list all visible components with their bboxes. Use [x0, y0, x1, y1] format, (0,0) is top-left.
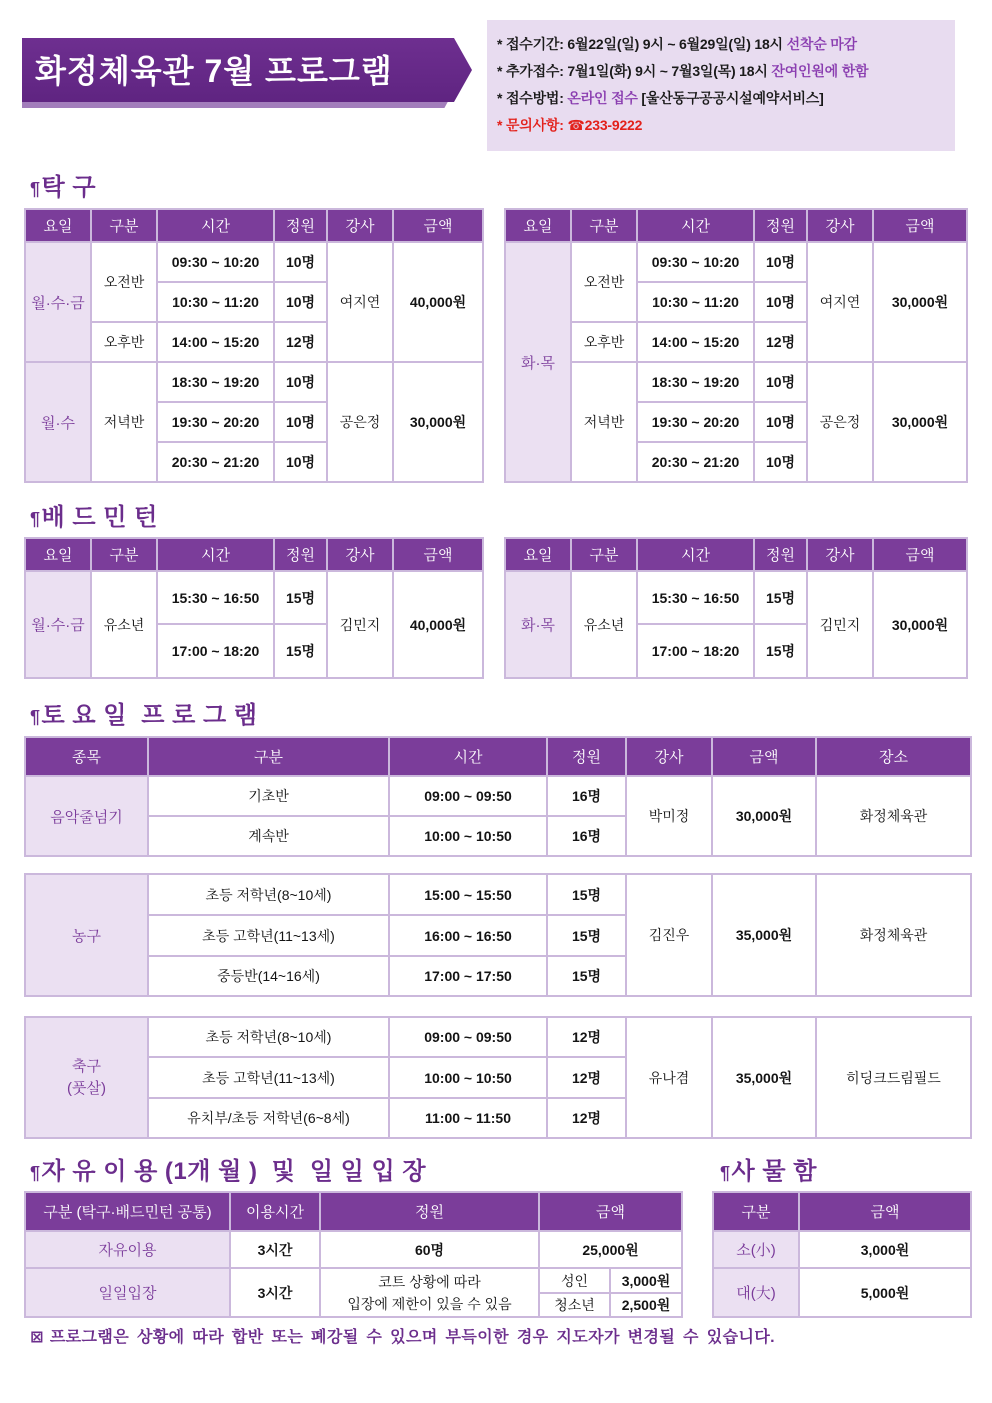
capacity-cell: 16명 — [547, 816, 626, 856]
col-time: 시간 — [637, 538, 754, 571]
capacity-note-line: 입장에 제한이 있을 수 있음 — [347, 1295, 512, 1312]
col-instructor: 강사 — [807, 209, 873, 242]
col-day: 요일 — [25, 538, 91, 571]
section-title-badminton — [30, 502, 158, 534]
class-cell: 오후반 — [91, 322, 157, 362]
time-cell: 17:00 ~ 17:50 — [389, 956, 547, 996]
fee-cell: 35,000원 — [712, 874, 816, 996]
capacity-cell: 60명 — [320, 1231, 539, 1268]
sport-cell: 음악줄넘기 — [25, 776, 148, 856]
notice-mark-icon: ⊠ — [30, 1329, 44, 1346]
capacity-cell: 15명 — [754, 624, 807, 678]
time-cell: 17:00 ~ 18:20 — [637, 624, 754, 678]
time-cell: 09:00 ~ 09:50 — [389, 776, 547, 816]
fee-cell: 3,000원 — [799, 1231, 971, 1268]
info-label: * 접수기간: — [497, 36, 564, 52]
day-cell: 화·목 — [505, 571, 571, 678]
table-row — [25, 874, 971, 915]
col-class: 구분 — [91, 209, 157, 242]
instructor-cell: 유나겸 — [626, 1017, 712, 1138]
col-sport: 종목 — [25, 737, 148, 776]
table-row — [25, 1268, 682, 1293]
hours-cell: 3시간 — [230, 1268, 320, 1317]
capacity-cell: 12명 — [754, 322, 807, 362]
capacity-cell: 10명 — [274, 402, 327, 442]
fee-cell: 35,000원 — [712, 1017, 816, 1138]
capacity-cell: 15명 — [547, 956, 626, 996]
section-mark: ¶ — [30, 707, 41, 727]
info-label: * 추가접수: — [497, 63, 564, 79]
time-cell: 19:30 ~ 20:20 — [637, 402, 754, 442]
capacity-cell: 10명 — [274, 362, 327, 402]
col-class: 구분 — [571, 209, 637, 242]
col-class: 구분 — [571, 538, 637, 571]
section-title-text: 사 물 함 — [731, 1158, 817, 1185]
capacity-cell: 10명 — [274, 442, 327, 482]
time-cell: 20:30 ~ 21:20 — [157, 442, 274, 482]
fee-cell: 2,500원 — [610, 1293, 682, 1317]
col-place: 장소 — [816, 737, 971, 776]
col-capacity: 정원 — [547, 737, 626, 776]
col-time: 시간 — [637, 209, 754, 242]
time-cell: 20:30 ~ 21:20 — [637, 442, 754, 482]
table-tennis-right-table — [504, 208, 968, 483]
time-cell: 11:00 ~ 11:50 — [389, 1098, 547, 1138]
capacity-cell: 10명 — [754, 282, 807, 322]
instructor-cell: 박미정 — [626, 776, 712, 856]
col-hours: 이용시간 — [230, 1192, 320, 1231]
col-fee: 금액 — [393, 538, 483, 571]
hours-cell: 3시간 — [230, 1231, 320, 1268]
capacity-cell: 10명 — [754, 242, 807, 282]
day-cell: 월·수·금 — [25, 242, 91, 362]
type-cell: 자유이용 — [25, 1231, 230, 1268]
table-header-row — [713, 1192, 971, 1231]
info-text: 6월22일(일) 9시 ~ 6월29일(일) 18시 — [567, 36, 783, 52]
fee-cell: 30,000원 — [393, 362, 483, 482]
capacity-cell: 15명 — [274, 624, 327, 678]
info-label: * 접수방법: — [497, 90, 564, 106]
saturday-jump-rope-table — [24, 736, 972, 857]
section-mark: ¶ — [720, 1163, 731, 1183]
class-cell: 저녁반 — [571, 362, 637, 482]
col-instructor: 강사 — [807, 538, 873, 571]
capacity-cell: 10명 — [754, 442, 807, 482]
capacity-cell: 12명 — [547, 1017, 626, 1057]
place-cell: 화정체육관 — [816, 874, 971, 996]
col-day: 요일 — [505, 538, 571, 571]
capacity-note-line: 코트 상황에 따라 — [378, 1273, 481, 1290]
footer-notice — [30, 1327, 775, 1349]
instructor-cell: 김민지 — [327, 571, 393, 678]
info-note: 온라인 접수 — [567, 90, 638, 106]
col-fee: 금액 — [873, 538, 967, 571]
fee-cell: 30,000원 — [873, 242, 967, 362]
capacity-cell: 15명 — [547, 915, 626, 956]
class-cell: 중등반(14~16세) — [148, 956, 389, 996]
sport-subname: (풋살) — [67, 1079, 106, 1097]
info-line-extra — [497, 58, 949, 85]
table-tennis-left-table — [24, 208, 484, 483]
col-fee: 금액 — [873, 209, 967, 242]
class-cell: 초등 저학년(8~10세) — [148, 874, 389, 915]
class-cell: 유소년 — [571, 571, 637, 678]
capacity-cell: 12명 — [547, 1098, 626, 1138]
class-cell: 유소년 — [91, 571, 157, 678]
section-title-text: 탁 구 — [41, 174, 97, 201]
place-cell: 화정체육관 — [816, 776, 971, 856]
col-capacity: 정원 — [274, 209, 327, 242]
day-cell: 월·수·금 — [25, 571, 91, 678]
time-cell: 10:00 ~ 10:50 — [389, 1057, 547, 1098]
section-title-saturday — [30, 700, 257, 732]
fee-cell: 30,000원 — [873, 362, 967, 482]
fee-cell: 40,000원 — [393, 242, 483, 362]
table-row — [25, 1017, 971, 1057]
day-cell: 화·목 — [505, 242, 571, 482]
table-row — [505, 571, 967, 624]
capacity-cell: 15명 — [754, 571, 807, 624]
table-row — [25, 571, 483, 624]
instructor-cell: 김민지 — [807, 571, 873, 678]
fee-cell: 30,000원 — [873, 571, 967, 678]
page-title: 화정체육관 7월 프로그램 — [35, 53, 393, 89]
time-cell: 15:00 ~ 15:50 — [389, 874, 547, 915]
fee-cell: 25,000원 — [539, 1231, 682, 1268]
section-title-table-tennis — [30, 172, 96, 204]
table-header-row — [25, 737, 971, 776]
title-banner — [22, 38, 472, 108]
free-use-table — [24, 1191, 683, 1318]
class-cell: 기초반 — [148, 776, 389, 816]
instructor-cell: 여지연 — [807, 242, 873, 362]
table-header-row — [505, 538, 967, 571]
time-cell: 18:30 ~ 19:20 — [637, 362, 754, 402]
section-mark: ¶ — [30, 509, 41, 529]
capacity-cell: 10명 — [274, 282, 327, 322]
badminton-right-table — [504, 537, 968, 679]
notice-text: 프로그램은 상황에 따라 합반 또는 폐강될 수 있으며 부득이한 경우 지도자가 변경될 수 있습니다. — [49, 1329, 776, 1346]
info-text: [울산동구공공시설예약서비스] — [641, 90, 824, 106]
time-cell: 15:30 ~ 16:50 — [637, 571, 754, 624]
col-time: 시간 — [389, 737, 547, 776]
table-row — [713, 1231, 971, 1268]
col-capacity: 정원 — [754, 209, 807, 242]
section-title-text: 토 요 일 프 로 그 램 — [41, 702, 258, 729]
section-mark: ¶ — [30, 179, 41, 199]
instructor-cell: 여지연 — [327, 242, 393, 362]
info-line-method — [497, 85, 949, 112]
capacity-cell: 10명 — [754, 402, 807, 442]
time-cell: 15:30 ~ 16:50 — [157, 571, 274, 624]
time-cell: 16:00 ~ 16:50 — [389, 915, 547, 956]
col-capacity: 정원 — [754, 538, 807, 571]
class-cell: 오후반 — [571, 322, 637, 362]
time-cell: 18:30 ~ 19:20 — [157, 362, 274, 402]
saturday-futsal-table — [24, 1016, 972, 1139]
capacity-cell: 15명 — [547, 874, 626, 915]
capacity-note-cell — [320, 1268, 539, 1317]
table-header-row — [25, 209, 483, 242]
class-cell: 저녁반 — [91, 362, 157, 482]
class-cell: 오전반 — [91, 242, 157, 322]
sport-cell: 농구 — [25, 874, 148, 996]
time-cell: 09:30 ~ 10:20 — [637, 242, 754, 282]
col-day: 요일 — [25, 209, 91, 242]
table-header-row — [25, 538, 483, 571]
col-size: 구분 — [713, 1192, 799, 1231]
instructor-cell: 공은정 — [807, 362, 873, 482]
info-line-contact — [497, 112, 949, 139]
col-fee: 금액 — [539, 1192, 682, 1231]
fee-cell: 5,000원 — [799, 1268, 971, 1317]
info-note: 선착순 마감 — [786, 36, 857, 52]
size-cell: 대(大) — [713, 1268, 799, 1317]
class-cell: 초등 고학년(11~13세) — [148, 915, 389, 956]
day-cell: 월·수 — [25, 362, 91, 482]
info-text: 7월1일(화) 9시 ~ 7월3일(목) 18시 — [567, 63, 768, 79]
capacity-cell: 15명 — [274, 571, 327, 624]
col-fee: 금액 — [393, 209, 483, 242]
col-instructor: 강사 — [327, 209, 393, 242]
size-cell: 소(小) — [713, 1231, 799, 1268]
fee-cell: 40,000원 — [393, 571, 483, 678]
capacity-cell: 16명 — [547, 776, 626, 816]
class-cell: 초등 고학년(11~13세) — [148, 1057, 389, 1098]
phone-icon: ☎ — [567, 117, 585, 133]
badminton-left-table — [24, 537, 484, 679]
fee-cell: 3,000원 — [610, 1268, 682, 1293]
place-cell: 히딩크드림필드 — [816, 1017, 971, 1138]
col-type: 구분 (탁구·배드민턴 공통) — [25, 1192, 230, 1231]
table-row — [505, 362, 967, 402]
registration-info-box — [487, 20, 955, 151]
capacity-cell: 12명 — [547, 1057, 626, 1098]
col-fee: 금액 — [799, 1192, 971, 1231]
info-line-period — [497, 31, 949, 58]
section-title-locker — [720, 1156, 817, 1188]
col-capacity: 정원 — [320, 1192, 539, 1231]
time-cell: 19:30 ~ 20:20 — [157, 402, 274, 442]
col-day: 요일 — [505, 209, 571, 242]
section-title-text: 자 유 이 용 (1개 월 ) 및 일 일 입 장 — [41, 1158, 427, 1185]
table-row — [25, 242, 483, 282]
time-cell: 10:30 ~ 11:20 — [637, 282, 754, 322]
col-time: 시간 — [157, 538, 274, 571]
class-cell: 계속반 — [148, 816, 389, 856]
col-class: 구분 — [91, 538, 157, 571]
class-cell: 초등 저학년(8~10세) — [148, 1017, 389, 1057]
time-cell: 14:00 ~ 15:20 — [157, 322, 274, 362]
time-cell: 09:00 ~ 09:50 — [389, 1017, 547, 1057]
sport-cell — [25, 1017, 148, 1138]
time-cell: 14:00 ~ 15:20 — [637, 322, 754, 362]
table-row — [713, 1268, 971, 1317]
col-instructor: 강사 — [626, 737, 712, 776]
section-title-free-use — [30, 1156, 426, 1188]
col-fee: 금액 — [712, 737, 816, 776]
table-row — [25, 362, 483, 402]
time-cell: 09:30 ~ 10:20 — [157, 242, 274, 282]
table-row — [505, 242, 967, 282]
class-cell: 유치부/초등 저학년(6~8세) — [148, 1098, 389, 1138]
phone-number: 233-9222 — [584, 117, 643, 133]
saturday-basketball-table — [24, 873, 972, 997]
class-cell: 오전반 — [571, 242, 637, 322]
locker-table — [712, 1191, 972, 1318]
info-note: 잔여인원에 한함 — [771, 63, 869, 79]
capacity-cell: 12명 — [274, 322, 327, 362]
fee-group-cell: 청소년 — [539, 1293, 610, 1317]
info-label: * 문의사항: — [497, 117, 564, 133]
table-header-row — [25, 1192, 682, 1231]
table-header-row — [505, 209, 967, 242]
section-mark: ¶ — [30, 1163, 41, 1183]
capacity-cell: 10명 — [274, 242, 327, 282]
time-cell: 10:00 ~ 10:50 — [389, 816, 547, 856]
sport-name: 축구 — [72, 1057, 101, 1075]
col-instructor: 강사 — [327, 538, 393, 571]
fee-cell: 30,000원 — [712, 776, 816, 856]
col-class: 구분 — [148, 737, 389, 776]
section-title-text: 배 드 민 턴 — [41, 504, 158, 531]
col-capacity: 정원 — [274, 538, 327, 571]
instructor-cell: 공은정 — [327, 362, 393, 482]
capacity-cell: 10명 — [754, 362, 807, 402]
time-cell: 10:30 ~ 11:20 — [157, 282, 274, 322]
table-row — [25, 1231, 682, 1268]
table-row — [25, 776, 971, 816]
time-cell: 17:00 ~ 18:20 — [157, 624, 274, 678]
fee-group-cell: 성인 — [539, 1268, 610, 1293]
col-time: 시간 — [157, 209, 274, 242]
type-cell: 일일입장 — [25, 1268, 230, 1317]
instructor-cell: 김진우 — [626, 874, 712, 996]
